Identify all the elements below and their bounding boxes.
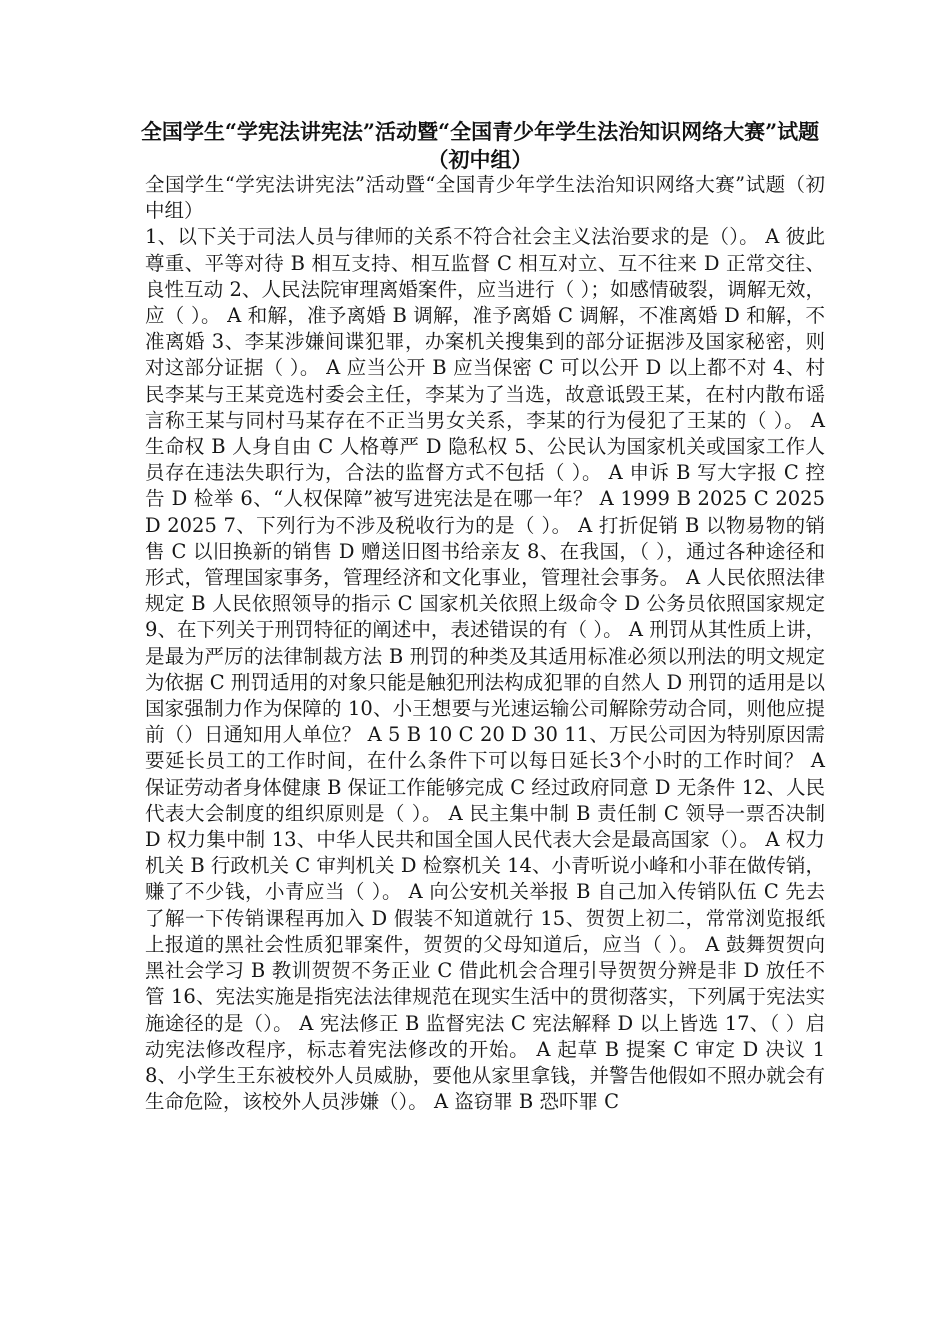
document-title: 全国学生“学宪法讲宪法”活动暨“全国青少年学生法治知识网络大赛”试题（初中组） [140, 119, 820, 172]
document-subtitle: 全国学生“学宪法讲宪法”活动暨“全国青少年学生法治知识网络大赛”试题（初中组） [145, 173, 825, 223]
document-body [145, 172, 825, 1115]
document-content: 1、以下关于司法人员与律师的关系不符合社会主义法治要求的是（）。 A 彼此尊重、平等对待 B 相互支持、相互监督 C 相互对立、互不往来 D 正常交往、良性互动 2、人民法院审理离婚案件，应当进行（ ）；如感情破裂，调解无效，应（ ）。 A 和解，准予离婚 B 调解，准予离婚 C 调解，不准离婚 D 和解，不准离婚 3、李某涉嫌间谍犯罪，办案机关搜集到的部分证据涉及国家秘密，则对这部分证据（ ）。 A 应当公开 B 应当保密 C 可以公开 D 以上都不对 4、村民李某与王某竞选村委会主任，李某为了当选，故意诋毁王某，在村内散布谣言称王某与同村马某存在不正当男女关系，李某的行为侵犯了王某的（ ）。 A 生命权 B 人身自由 C 人格尊严 D 隐私权 5、公民认为国家机关或国家工作人员存在违法失职行为，合法的监督方式不包括（ ）。 A 申诉 B 写大字报 C 控告 D 检举 6、“人权保障”被写进宪法是在哪一年？ A 1999 B 2025 C 2025 D 2025 7、下列行为不涉及税收行为的是（ ）。 A 打折促销 B 以物易物的销售 C 以旧换新的销售 D 赠送旧图书给亲友 8、在我国，（ ），通过各种途径和形式，管理国家事务，管理经济和文化事业，管理社会事务。 A 人民依照法律规定 B 人民依照领导的指示 C 国家机关依照上级命令 D 公务员依照国家规定 9、在下列关于刑罚特征的阐述中，表述错误的有（ ）。 A 刑罚从其性质上讲，是最为严厉的法律制裁方法 B 刑罚的种类及其适用标准必须以刑法的明文规定为依据 C 刑罚适用的对象只能是触犯刑法构成犯罪的自然人 D 刑罚的适用是以国家强制力作为保障的 10、小王想要与光速运输公司解除劳动合同，则他应提前（）日通知用人单位？ A 5 B 10 C 20 D 30 11、万民公司因为特别原因需要延长员工的工作时间，在什么条件下可以每日延长3个小时的工作时间？ A 保证劳动者身体健康 B 保证工作能够完成 C 经过政府同意 D 无条件 12、人民代表大会制度的组织原则是（ ）。 A 民主集中制 B 责任制 C 领导一票否决制 D 权力集中制 13、中华人民共和国全国人民代表大会是最高国家（）。 A 权力机关 B 行政机关 C 审判机关 D 检察机关 14、小青听说小峰和小菲在做传销，赚了不少钱，小青应当（ ）。 A 向公安机关举报 B 自己加入传销队伍 C 先去了解一下传销课程再加入 D 假装不知道就行 15、贺贺上初二，常常浏览报纸上报道的黑社会性质犯罪案件，贺贺的父母知道后，应当（ ）。 A 鼓舞贺贺向黑社会学习 B 教训贺贺不务正业 C 借此机会合理引导贺贺分辨是非 D 放任不管 16、宪法实施是指宪法法律规范在现实生活中的贯彻落实，下列属于宪法实施途径的是（）。 A 宪法修正 B 监督宪法 C 宪法解释 D 以上皆选 17、（ ）启动宪法修改程序，标志着宪法修改的开始。 A 起草 B 提案 C 审定 D 决议 18、小学生王东被校外人员威胁，要他从家里拿钱，并警告他假如不照办就会有生命危险，该校外人员涉嫌（）。 A 盗窃罪 B 恐吓罪 C [145, 225, 825, 1114]
